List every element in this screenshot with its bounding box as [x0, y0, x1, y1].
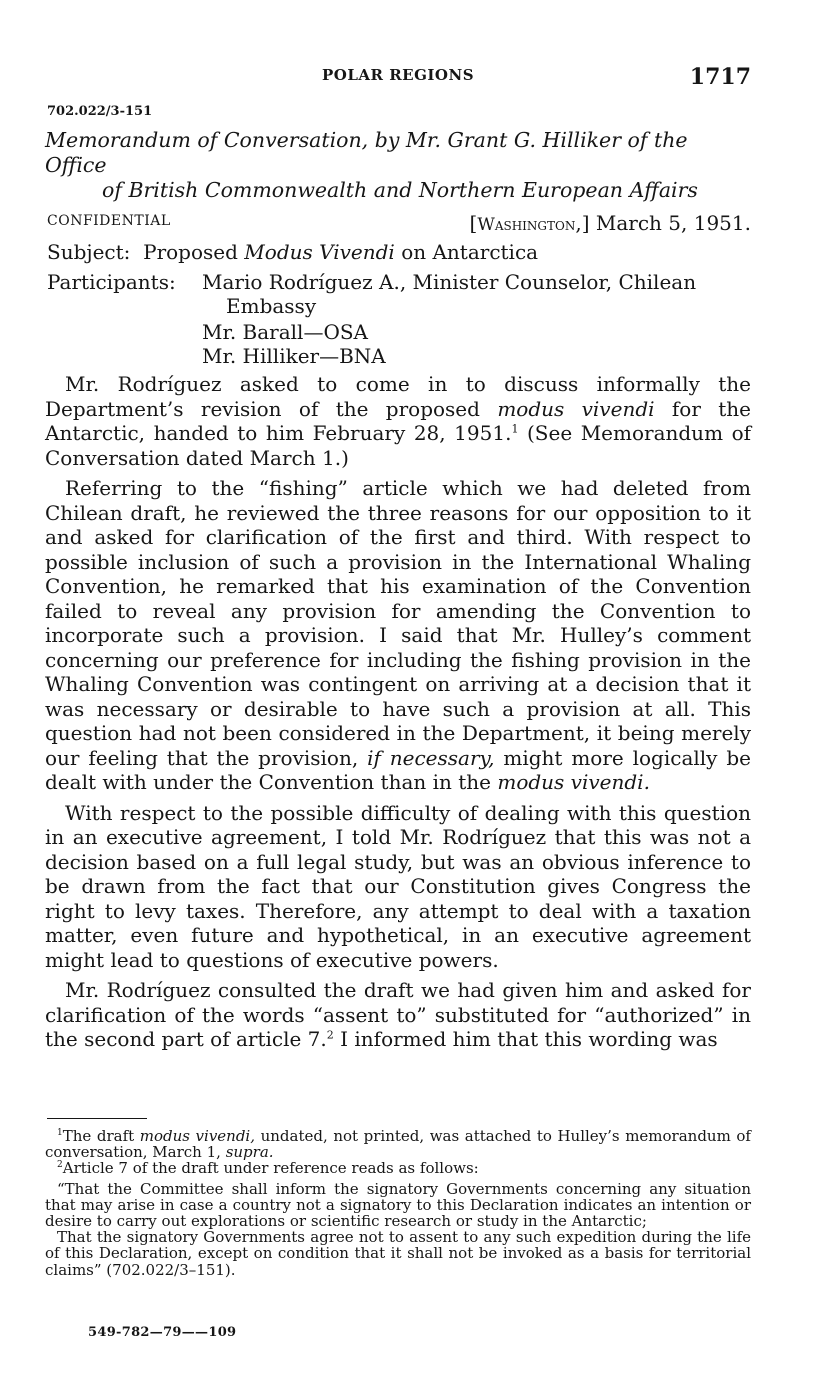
- document-title: [45, 128, 751, 203]
- text-run: (See Memorandum of Conversation dated March 1.): [45, 421, 752, 470]
- footnote-divider: [47, 1118, 147, 1119]
- paragraph-2: [45, 476, 751, 795]
- participants-label: Participants:: [47, 270, 176, 294]
- italic-run: modus vivendi,: [139, 1127, 255, 1145]
- text-run: Article 7 of the draft under reference reads as follows:: [62, 1159, 479, 1178]
- footnote-1: [45, 1128, 751, 1160]
- italic-run: modus vivendi.: [497, 770, 650, 794]
- subject-line: [47, 240, 538, 264]
- subject-prefix: Proposed: [143, 240, 238, 264]
- footnote-mark: 1: [57, 1128, 63, 1138]
- subject-title: Modus Vivendi: [244, 240, 395, 264]
- place-bracket-open: [: [469, 211, 478, 235]
- text-run: for the Antarctic, handed to him February 28, 1951.: [45, 396, 751, 445]
- file-number: 702.022/3-151: [47, 104, 153, 119]
- text-run: undated, not printed, was attached to Hulley’s memorandum of conversation, March 1,: [45, 1127, 751, 1162]
- participant-row: Mr. Barall—OSA: [202, 320, 368, 344]
- classification-line: [45, 211, 751, 241]
- text-run: The draft: [62, 1127, 135, 1145]
- text-run: I informed him that this wording was: [340, 1027, 718, 1051]
- footnote-ref-2: 2: [326, 1028, 334, 1042]
- running-head: [45, 64, 751, 94]
- document-date: March 5, 1951.: [595, 211, 751, 235]
- participant-row: Embassy: [226, 294, 317, 318]
- document-title-line-1: Memorandum of Conversation, by Mr. Grant G. Hilliker of the Office: [45, 128, 688, 177]
- footnote-quote-2: That the signatory Governments agree not to assent to any such expedition during the life of this Declaration, except on condition that it shall not be invoked as a basis for territorial claims” (702.022/3–151).: [45, 1228, 751, 1279]
- text-run: Mr. Rodríguez asked to come in to discuss informally the Department’s revision of the proposed: [45, 372, 751, 421]
- text-run: Referring to the “fishing” article which we had deleted from Chilean draft, he reviewed the three reasons for our opposition to it and asked for clarification of the first and third. With respect to possible inclusion of such a provision in the International Whaling Convention, he remarked that his examination of the Convention failed to reveal any provision for amending the Convention to incorporate such a provision. I said that Mr. Hulley’s comment concerning our preference for including the fishing provision in the Whaling Convention was contingent on arriving at a decision that it was necessary or desirable to have such a provision at all. This question had not been considered in the Department, it being merely our feeling that the provision,: [45, 476, 751, 770]
- classification-label: CONFIDENTIAL: [47, 213, 171, 229]
- participant-row: Mr. Hilliker—BNA: [202, 344, 386, 368]
- italic-run: modus vivendi: [497, 396, 655, 421]
- paragraph-3: With respect to the possible difficulty of dealing with this question in an executive agreement, I told Mr. Rodríguez that this was not a decision based on a full legal study, but was an obvious inference to be drawn from the fact that our Constitution gives Congress the right to levy taxes. Therefore, any attempt to deal with a taxation matter, even future and hypothetical, in an executive agreement might lead to questions of executive powers.: [45, 800, 751, 972]
- paragraph-1: [45, 372, 751, 470]
- subject-suffix: on Antarctica: [401, 240, 539, 264]
- memo-body: [45, 372, 751, 1058]
- running-head-title: POLAR REGIONS: [321, 66, 475, 84]
- participants-list: [202, 270, 752, 368]
- footnote-quote-1: “That the Committee shall inform the signatory Governments concerning any situation that may arise in case a country not a signatory to this Declaration indicates an intention or desire to carry out explorations or scientific research or study in the Antarctic;: [45, 1179, 751, 1231]
- subject-label: Subject:: [47, 240, 131, 264]
- paragraph-4: [45, 978, 751, 1052]
- footnote-ref-1: 1: [511, 422, 519, 436]
- place-and-date: [470, 211, 751, 235]
- page-number: 1717: [689, 64, 751, 90]
- italic-run: supra.: [225, 1143, 274, 1162]
- document-title-line-2: of British Commonwealth and Northern European Affairs: [102, 178, 698, 202]
- footnote-2: [45, 1160, 751, 1176]
- participant-row: Mario Rodríguez A., Minister Counselor, Chilean: [202, 270, 697, 294]
- text-run: might more logically be dealt with under the Convention than in the: [45, 745, 751, 794]
- footnote-mark: 2: [57, 1160, 63, 1171]
- footnotes: [45, 1128, 751, 1278]
- place-bracket-close: ,]: [575, 211, 590, 235]
- text-run: Mr. Rodríguez consulted the draft we had given him and asked for clarification of the words “assent to” substituted for “authorized” in the second part of article 7.: [45, 978, 751, 1051]
- place-name: Washington: [477, 215, 576, 235]
- italic-run: if necessary,: [367, 745, 495, 770]
- print-code: 549-782—79——109: [88, 1325, 237, 1340]
